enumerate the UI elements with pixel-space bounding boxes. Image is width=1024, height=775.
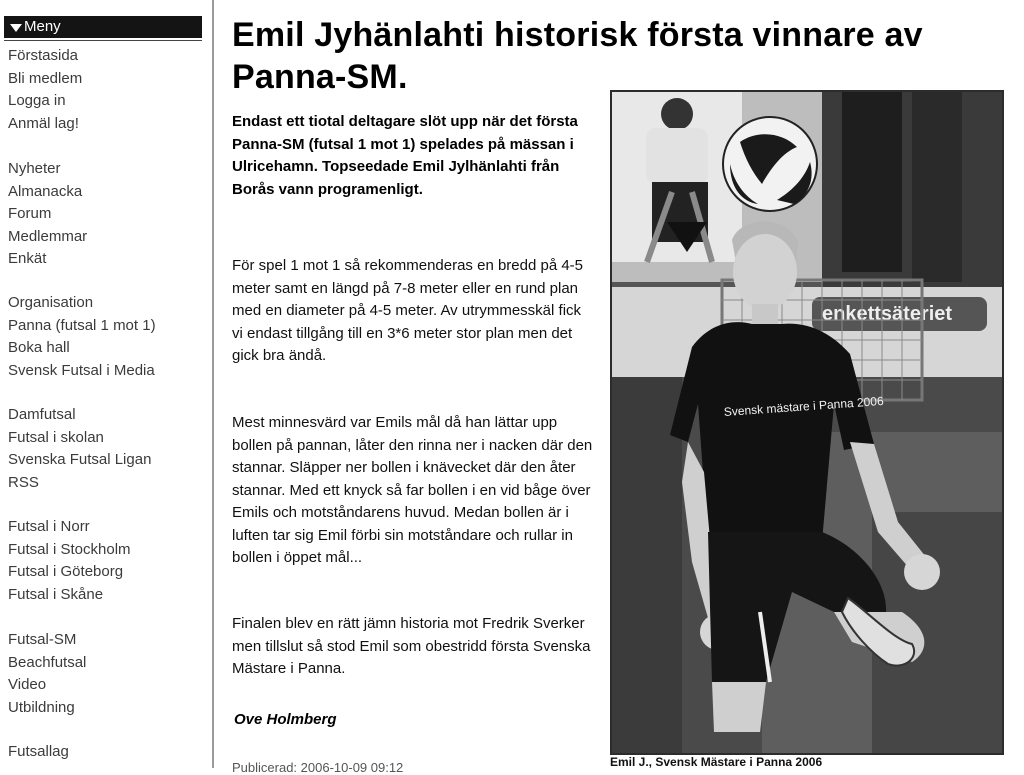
article-author: Ove Holmberg <box>234 711 337 728</box>
menu-group-teams <box>8 741 69 764</box>
photo-caption: Emil J., Svensk Mästare i Panna 2006 <box>610 755 823 769</box>
menu-group-organisation <box>8 292 156 382</box>
menu-item-futsal-ligan[interactable]: Svenska Futsal Ligan <box>8 451 152 468</box>
menu-item-futsal-norr[interactable]: Futsal i Norr <box>8 518 90 535</box>
sidebar <box>0 0 214 768</box>
article-date: Publicerad: 2006-10-09 09:12 <box>232 760 404 775</box>
menu-item-almanacka[interactable]: Almanacka <box>8 182 83 200</box>
menu-item-futsallag[interactable]: Futsallag <box>8 743 69 760</box>
menu-item-video[interactable]: Video <box>8 676 47 693</box>
menu-item-nyheter[interactable]: Nyheter <box>8 160 61 177</box>
menu-group-futsal <box>8 404 151 494</box>
menu-item-anmal-lag[interactable]: Anmäl lag! <box>8 114 79 132</box>
menu-item-bli-medlem[interactable]: Bli medlem <box>8 69 83 87</box>
menu-triangle-icon <box>10 24 22 32</box>
menu-item-futsal-stockholm[interactable]: Futsal i Stockholm <box>8 540 131 558</box>
menu-item-futsal-sm[interactable]: Futsal-SM <box>8 631 77 648</box>
menu-item-beachfutsal[interactable]: Beachfutsal <box>8 653 87 671</box>
article-photo <box>610 90 1004 755</box>
menu-group-regions <box>8 516 131 606</box>
menu-item-panna[interactable]: Panna (futsal 1 mot 1) <box>8 316 156 334</box>
menu-item-futsal-skane[interactable]: Futsal i Skåne <box>8 585 104 603</box>
menu-item-forstasida[interactable]: Förstasida <box>8 47 79 64</box>
article <box>216 0 1024 775</box>
shirt-text: Svensk mästare i Panna 2006 <box>723 393 885 420</box>
menu-item-organisation[interactable]: Organisation <box>8 294 94 311</box>
menu-item-medlemmar[interactable]: Medlemmar <box>8 227 88 245</box>
article-title: Emil Jyhänlahti historisk första vinnare av Panna-SM. <box>232 16 923 96</box>
menu-title: Meny <box>24 18 61 35</box>
article-paragraph: För spel 1 mot 1 så rekommenderas en bredd på 4-5 meter samt en längd på 7-8 meter eller en rund plan med en diameter på 4-5 meter. Av utrymmesskäl fick vi endast tillgång till en 3*6 meter stor plan men det gick bra ändå. <box>232 257 584 364</box>
menu-group-events <box>8 629 86 719</box>
menu-item-boka-hall[interactable]: Boka hall <box>8 339 70 356</box>
ball-icon <box>723 117 817 211</box>
menu-item-utbildning[interactable]: Utbildning <box>8 698 75 716</box>
menu-item-forum[interactable]: Forum <box>8 205 52 222</box>
menu-item-enkat[interactable]: Enkät <box>8 250 47 267</box>
menu-item-logga-in[interactable]: Logga in <box>8 92 66 109</box>
article-lead: Endast ett tiotal deltagare slöt upp när det första Panna-SM (futsal 1 mot 1) spelades på mässan i Ulricehamn. Topseedade Emil Jylhänlahti från Borås vann programenligt. <box>232 113 578 198</box>
menu-header[interactable] <box>4 16 202 38</box>
menu-item-futsal-goteborg[interactable]: Futsal i Göteborg <box>8 563 124 580</box>
article-paragraph: Finalen blev en rätt jämn historia mot Fredrik Sverker men tillslut så stod Emil som obestridd första Svenska Mästare i Panna. <box>232 615 591 677</box>
photo-illustration <box>612 92 1002 753</box>
menu-item-futsal-media[interactable]: Svensk Futsal i Media <box>8 361 155 379</box>
menu-group-account <box>8 45 82 135</box>
menu-group-community <box>8 158 87 271</box>
menu-item-damfutsal[interactable]: Damfutsal <box>8 406 76 423</box>
banner-text: enkettsäteriet <box>822 303 953 325</box>
article-paragraph: Mest minnesvärd var Emils mål då han lättar upp bollen på pannan, låter den rinna ner i nacken där den stannar. Släpper ner bollen i knävecket där den åter stannar. Med ett knyck så far bollen i en vid båge över Emils och motståndarens huvud. Medan bollen är i luften tar sig Emil förbi sin motståndare och rullar in bollen i öppet mål... <box>232 414 593 566</box>
menu-item-rss[interactable]: RSS <box>8 473 39 491</box>
menu-item-futsal-skolan[interactable]: Futsal i skolan <box>8 428 104 446</box>
